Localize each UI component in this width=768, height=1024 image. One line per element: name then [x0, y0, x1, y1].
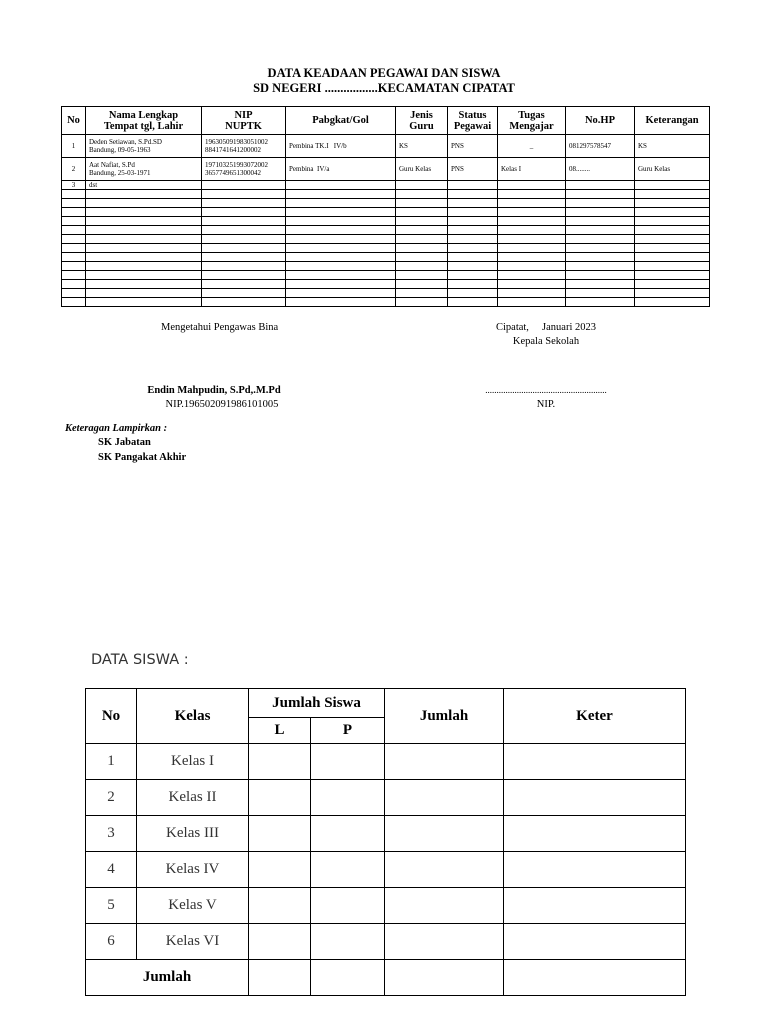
document-title: DATA KEADAAN PEGAWAI DAN SISWA — [267, 66, 501, 80]
empty-cell — [448, 271, 498, 280]
row-no: 4 — [86, 852, 137, 888]
empty-cell — [498, 208, 566, 217]
student-total-row — [86, 960, 686, 996]
principal-nip: NIP. — [536, 399, 556, 410]
empty-cell — [249, 924, 311, 960]
empty-cell — [202, 226, 286, 235]
row-kelas: Kelas V — [137, 888, 249, 924]
row-no: 3 — [62, 181, 86, 190]
row-birth: Bandung, 25-03-1971 — [89, 169, 151, 177]
empty-cell — [566, 262, 635, 271]
row-status: PNS — [448, 158, 498, 181]
empty-cell — [635, 226, 710, 235]
empty-cell — [249, 888, 311, 924]
col-header-nip — [202, 107, 286, 135]
col-header-status-text: Status Pegawai — [453, 109, 492, 132]
row-tugas: Kelas I — [498, 158, 566, 181]
empty-cell — [286, 190, 396, 199]
row-kelas: Kelas I — [137, 744, 249, 780]
col-header-hp: No.HP — [566, 107, 635, 135]
empty-cell — [202, 235, 286, 244]
empty-cell — [448, 181, 498, 190]
table-row — [62, 253, 710, 262]
empty-cell — [498, 226, 566, 235]
table-row — [86, 744, 686, 780]
row-tugas: _ — [498, 135, 566, 158]
empty-cell — [86, 190, 202, 199]
col-header-tugas-text: Tugas Mengajar — [509, 109, 554, 132]
student-table — [85, 688, 686, 996]
row-pangkat: Pembina TK.I IV/b — [286, 135, 396, 158]
col-header-tugas — [498, 107, 566, 135]
row-name: Deden Setiawan, S.Pd.SD — [89, 138, 162, 146]
empty-cell — [396, 199, 448, 208]
empty-cell — [86, 217, 202, 226]
empty-cell — [286, 289, 396, 298]
empty-cell — [396, 271, 448, 280]
row-name-birth — [86, 135, 202, 158]
empty-cell — [635, 280, 710, 289]
col-header-no: No — [62, 107, 86, 135]
place-date: Cipatat, Januari 2023 — [495, 322, 597, 333]
empty-cell — [86, 271, 202, 280]
row-name-birth — [86, 158, 202, 181]
table-row — [62, 271, 710, 280]
empty-cell — [62, 280, 86, 289]
empty-cell — [396, 217, 448, 226]
empty-cell — [504, 852, 686, 888]
empty-cell — [249, 960, 311, 996]
row-no: 5 — [86, 888, 137, 924]
empty-cell — [396, 226, 448, 235]
row-hp: 08........ — [566, 158, 635, 181]
empty-cell — [448, 226, 498, 235]
empty-cell — [396, 235, 448, 244]
empty-cell — [286, 298, 396, 307]
empty-cell — [311, 924, 385, 960]
empty-cell — [385, 852, 504, 888]
empty-cell — [635, 271, 710, 280]
empty-cell — [202, 208, 286, 217]
row-birth: Bandung, 09-05-1963 — [89, 146, 151, 154]
empty-cell — [498, 298, 566, 307]
col-header-jumlah: Jumlah — [385, 689, 504, 744]
row-name: Aat Nafiat, S.Pd — [89, 161, 135, 169]
col-header-nip-text: NIP NUPTK — [225, 109, 262, 132]
empty-cell — [635, 298, 710, 307]
empty-cell — [566, 253, 635, 262]
empty-cell — [504, 744, 686, 780]
table-row — [86, 780, 686, 816]
empty-cell — [448, 253, 498, 262]
col-header-jumlah-siswa: Jumlah Siswa — [249, 689, 385, 718]
empty-cell — [202, 289, 286, 298]
empty-cell — [202, 280, 286, 289]
empty-cell — [86, 235, 202, 244]
empty-cell — [396, 280, 448, 289]
supervisor-name: Endin Mahpudin, S.Pd,.M.Pd — [147, 385, 281, 396]
student-header-row — [86, 689, 686, 718]
empty-cell — [86, 289, 202, 298]
empty-cell — [396, 181, 448, 190]
empty-cell — [396, 244, 448, 253]
table-row — [86, 816, 686, 852]
empty-cell — [202, 262, 286, 271]
row-nip: 196305091983051002 — [205, 138, 268, 146]
empty-cell — [86, 208, 202, 217]
table-row — [86, 924, 686, 960]
table-row — [62, 244, 710, 253]
empty-cell — [202, 199, 286, 208]
row-no: 2 — [86, 780, 137, 816]
empty-cell — [286, 199, 396, 208]
empty-cell — [448, 244, 498, 253]
empty-cell — [311, 780, 385, 816]
empty-cell — [311, 852, 385, 888]
col-header-jenis-text: Jenis Guru — [409, 109, 434, 132]
row-no: 6 — [86, 924, 137, 960]
empty-cell — [566, 235, 635, 244]
principal-role: Kepala Sekolah — [512, 336, 580, 347]
empty-cell — [396, 298, 448, 307]
empty-cell — [286, 271, 396, 280]
empty-cell — [498, 253, 566, 262]
empty-cell — [62, 226, 86, 235]
empty-cell — [448, 208, 498, 217]
empty-cell — [566, 208, 635, 217]
col-header-keterangan: Keterangan — [635, 107, 710, 135]
row-no: 1 — [62, 135, 86, 158]
empty-cell — [566, 199, 635, 208]
empty-cell — [566, 271, 635, 280]
empty-cell — [385, 924, 504, 960]
empty-cell — [635, 181, 710, 190]
empty-cell — [311, 888, 385, 924]
empty-cell — [635, 217, 710, 226]
table-row — [62, 289, 710, 298]
empty-cell — [396, 190, 448, 199]
empty-cell — [249, 780, 311, 816]
empty-cell — [86, 226, 202, 235]
table-row — [62, 199, 710, 208]
empty-cell — [448, 298, 498, 307]
empty-cell — [62, 262, 86, 271]
row-hp: 081297578547 — [566, 135, 635, 158]
table-row — [62, 135, 710, 158]
empty-cell — [202, 298, 286, 307]
empty-cell — [202, 244, 286, 253]
empty-cell — [86, 262, 202, 271]
table-row — [62, 262, 710, 271]
row-nuptk: 3657749651300042 — [205, 169, 261, 177]
col-header-jenis — [396, 107, 448, 135]
empty-cell — [498, 289, 566, 298]
empty-cell — [311, 816, 385, 852]
table-row — [62, 280, 710, 289]
principal-signature-line: ...................................................... — [485, 385, 607, 395]
col-header-pangkat: Pabgkat/Gol — [286, 107, 396, 135]
empty-cell — [62, 235, 86, 244]
row-jenis: KS — [396, 135, 448, 158]
col-header-no: No — [86, 689, 137, 744]
empty-cell — [286, 253, 396, 262]
attachment-label: Keteragan Lampirkan : — [65, 423, 168, 434]
empty-cell — [504, 780, 686, 816]
row-kelas: Kelas III — [137, 816, 249, 852]
empty-cell — [504, 888, 686, 924]
staff-header-row — [62, 107, 710, 135]
empty-cell — [396, 253, 448, 262]
empty-cell — [249, 852, 311, 888]
empty-cell — [396, 262, 448, 271]
empty-cell — [311, 744, 385, 780]
empty-cell — [498, 262, 566, 271]
table-row — [86, 852, 686, 888]
empty-cell — [86, 298, 202, 307]
empty-cell — [62, 298, 86, 307]
empty-cell — [86, 244, 202, 253]
empty-cell — [62, 208, 86, 217]
empty-cell — [498, 235, 566, 244]
empty-cell — [86, 199, 202, 208]
empty-cell — [286, 235, 396, 244]
empty-cell — [286, 208, 396, 217]
empty-cell — [498, 190, 566, 199]
row-nip-nuptk — [202, 158, 286, 181]
empty-cell — [62, 253, 86, 262]
empty-cell — [286, 181, 396, 190]
empty-cell — [498, 271, 566, 280]
empty-cell — [504, 960, 686, 996]
row-nuptk: 8841741641200002 — [205, 146, 261, 154]
empty-cell — [396, 289, 448, 298]
row-status: PNS — [448, 135, 498, 158]
empty-cell — [566, 244, 635, 253]
col-header-keter: Keter — [504, 689, 686, 744]
empty-cell — [385, 960, 504, 996]
empty-cell — [635, 262, 710, 271]
table-row — [62, 208, 710, 217]
student-rows — [86, 744, 686, 960]
empty-cell — [286, 244, 396, 253]
row-kelas: Kelas IV — [137, 852, 249, 888]
empty-cell — [635, 253, 710, 262]
empty-cell — [62, 289, 86, 298]
row-jenis: Guru Kelas — [396, 158, 448, 181]
empty-cell — [286, 280, 396, 289]
row-nip-nuptk — [202, 135, 286, 158]
empty-cell — [62, 244, 86, 253]
empty-cell — [286, 226, 396, 235]
supervisor-nip: NIP.196502091986101005 — [165, 399, 279, 410]
col-header-kelas: Kelas — [137, 689, 249, 744]
row-keterangan: Guru Kelas — [635, 158, 710, 181]
empty-cell — [635, 190, 710, 199]
empty-cell — [448, 262, 498, 271]
table-row — [62, 235, 710, 244]
student-data-title: DATA SISWA : — [91, 652, 189, 668]
empty-cell — [498, 244, 566, 253]
empty-cell — [385, 816, 504, 852]
row-keterangan: KS — [635, 135, 710, 158]
empty-cell — [504, 924, 686, 960]
empty-cell — [504, 816, 686, 852]
table-row — [62, 226, 710, 235]
empty-cell — [635, 199, 710, 208]
empty-cell — [202, 190, 286, 199]
empty-cell — [286, 262, 396, 271]
table-row — [62, 217, 710, 226]
table-row — [62, 190, 710, 199]
supervisor-heading: Mengetahui Pengawas Bina — [161, 322, 279, 333]
row-name: dst — [86, 181, 202, 190]
empty-cell — [635, 244, 710, 253]
empty-cell — [311, 960, 385, 996]
empty-cell — [62, 199, 86, 208]
school-subtitle: SD NEGERI .................KECAMATAN CIPATAT — [253, 81, 515, 95]
empty-cell — [566, 190, 635, 199]
empty-cell — [566, 289, 635, 298]
empty-cell — [498, 181, 566, 190]
empty-cell — [202, 271, 286, 280]
empty-cell — [498, 199, 566, 208]
empty-rows — [62, 190, 710, 307]
empty-cell — [635, 235, 710, 244]
row-pangkat: Pembina IV/a — [286, 158, 396, 181]
row-no: 1 — [86, 744, 137, 780]
empty-cell — [448, 235, 498, 244]
empty-cell — [86, 253, 202, 262]
empty-cell — [62, 217, 86, 226]
col-header-p: P — [311, 718, 385, 744]
row-nip: 197103251993072002 — [205, 161, 268, 169]
empty-cell — [566, 298, 635, 307]
table-row — [62, 158, 710, 181]
row-no: 2 — [62, 158, 86, 181]
col-header-name — [86, 107, 202, 135]
empty-cell — [86, 280, 202, 289]
col-header-l: L — [249, 718, 311, 744]
empty-cell — [448, 199, 498, 208]
row-kelas: Kelas II — [137, 780, 249, 816]
total-label: Jumlah — [86, 960, 249, 996]
empty-cell — [249, 744, 311, 780]
empty-cell — [396, 208, 448, 217]
empty-cell — [385, 744, 504, 780]
empty-cell — [202, 181, 286, 190]
row-kelas: Kelas VI — [137, 924, 249, 960]
empty-cell — [286, 217, 396, 226]
empty-cell — [62, 190, 86, 199]
empty-cell — [566, 181, 635, 190]
attachment-item: SK Pangakat Akhir — [98, 452, 187, 463]
empty-cell — [249, 816, 311, 852]
empty-cell — [635, 208, 710, 217]
empty-cell — [62, 271, 86, 280]
row-no: 3 — [86, 816, 137, 852]
table-row — [62, 298, 710, 307]
empty-cell — [385, 780, 504, 816]
staff-table — [61, 106, 710, 307]
col-header-name-text: Nama Lengkap Tempat tgl, Lahir — [103, 109, 184, 132]
empty-cell — [498, 280, 566, 289]
empty-cell — [202, 217, 286, 226]
col-header-status — [448, 107, 498, 135]
empty-cell — [566, 217, 635, 226]
table-row — [86, 888, 686, 924]
empty-cell — [448, 280, 498, 289]
empty-cell — [448, 217, 498, 226]
empty-cell — [448, 190, 498, 199]
attachment-item: SK Jabatan — [98, 437, 151, 448]
table-row — [62, 181, 710, 190]
empty-cell — [566, 280, 635, 289]
empty-cell — [498, 217, 566, 226]
empty-cell — [385, 888, 504, 924]
empty-cell — [448, 289, 498, 298]
empty-cell — [635, 289, 710, 298]
empty-cell — [202, 253, 286, 262]
empty-cell — [566, 226, 635, 235]
